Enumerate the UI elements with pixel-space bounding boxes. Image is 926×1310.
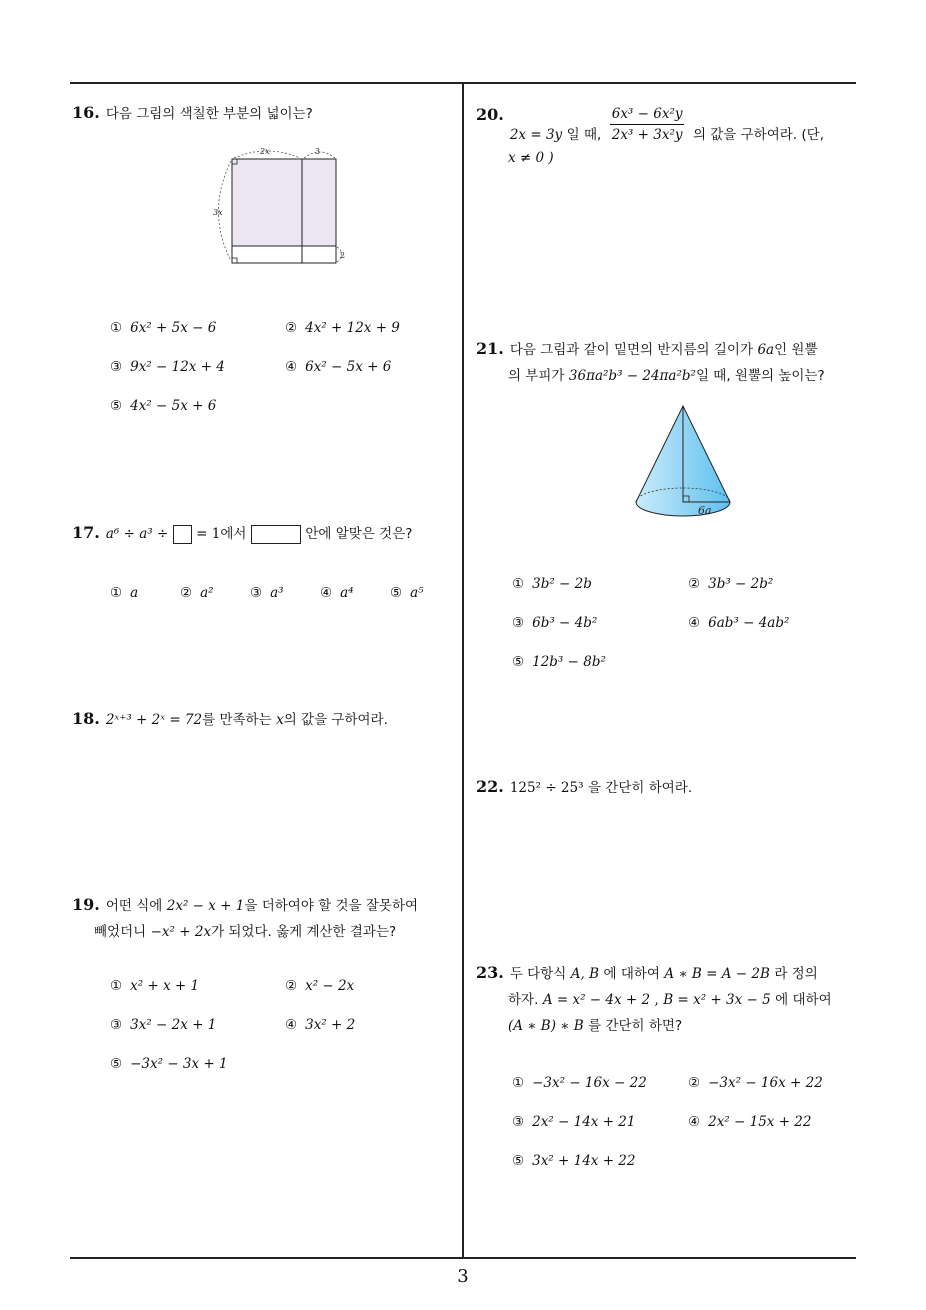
option-expr: 6b³ − 4b² bbox=[532, 615, 598, 631]
q17-option-4[interactable] bbox=[320, 585, 354, 601]
math-expr: 125² ÷ 25³ bbox=[509, 780, 584, 796]
line-2 bbox=[476, 145, 860, 171]
line-1 bbox=[476, 336, 860, 363]
option-expr: 12b³ − 8b² bbox=[532, 654, 606, 670]
fraction-denominator: 2x³ + 3x²y bbox=[611, 127, 683, 143]
option-expr: 3x² + 2 bbox=[305, 1017, 356, 1033]
right-angle-mark bbox=[232, 258, 237, 263]
q21-option-3[interactable] bbox=[512, 615, 597, 631]
q23-option-1[interactable] bbox=[512, 1075, 647, 1091]
q21-option-2[interactable] bbox=[688, 576, 773, 592]
option-mark: ⑤ bbox=[512, 1153, 525, 1169]
question-text: 다음 그림의 색칠한 부분의 넓이는? bbox=[105, 106, 313, 122]
question-text: 인 원뿔 bbox=[774, 342, 818, 358]
option-mark: ③ bbox=[250, 585, 263, 601]
math-expr: 2x = 3y bbox=[509, 126, 563, 143]
line-1 bbox=[476, 102, 860, 143]
option-mark: ⑤ bbox=[512, 654, 525, 670]
question-text: 을 간단히 하여라. bbox=[587, 780, 693, 796]
line-1 bbox=[72, 892, 457, 919]
math-expr: 2x² − x + 1 bbox=[166, 898, 245, 914]
blank-box-small bbox=[173, 525, 192, 544]
q21-option-1[interactable] bbox=[512, 576, 592, 592]
option-mark: ③ bbox=[110, 1017, 123, 1033]
q16-option-4[interactable] bbox=[285, 359, 391, 375]
option-expr: a bbox=[130, 585, 139, 601]
question-number: 16. bbox=[72, 103, 100, 122]
option-mark: ⑤ bbox=[110, 398, 123, 414]
option-expr: 3x² + 14x + 22 bbox=[532, 1153, 636, 1169]
q21-cone-figure bbox=[628, 402, 738, 527]
question-text: 일 때, 원뿔의 높이는? bbox=[695, 368, 825, 384]
option-mark: ⑤ bbox=[110, 1056, 123, 1072]
line-1 bbox=[476, 960, 860, 987]
option-mark: ④ bbox=[285, 1017, 298, 1033]
question-23 bbox=[476, 960, 860, 1039]
option-mark: ④ bbox=[688, 615, 701, 631]
option-expr: a² bbox=[200, 585, 214, 601]
math-expr: 6a bbox=[757, 342, 775, 358]
q23-option-3[interactable] bbox=[512, 1114, 635, 1130]
question-text: 의 부피가 bbox=[508, 368, 565, 384]
q23-option-4[interactable] bbox=[688, 1114, 811, 1130]
option-expr: −3x² − 16x − 22 bbox=[532, 1075, 647, 1091]
option-expr: 3x² − 2x + 1 bbox=[130, 1017, 217, 1033]
option-mark: ④ bbox=[285, 359, 298, 375]
question-number: 21. bbox=[476, 339, 504, 358]
question-18 bbox=[72, 706, 457, 733]
question-19 bbox=[72, 892, 457, 945]
q17-option-3[interactable] bbox=[250, 585, 284, 601]
math-expr: = 1 bbox=[196, 526, 221, 542]
blank-box-large bbox=[251, 525, 301, 544]
question-22 bbox=[476, 774, 860, 801]
option-mark: ③ bbox=[110, 359, 123, 375]
option-mark: ① bbox=[512, 1075, 525, 1091]
option-mark: ① bbox=[512, 576, 525, 592]
question-text: 을 더하여야 할 것을 잘못하여 bbox=[244, 898, 419, 914]
question-text: 빼었더니 bbox=[94, 924, 147, 940]
option-mark: ③ bbox=[512, 615, 525, 631]
label-top-right: 3 bbox=[315, 147, 321, 156]
q21-option-4[interactable] bbox=[688, 615, 789, 631]
option-expr: −3x² − 3x + 1 bbox=[130, 1056, 228, 1072]
option-mark: ③ bbox=[512, 1114, 525, 1130]
option-mark: ⑤ bbox=[390, 585, 403, 601]
q16-option-5[interactable] bbox=[110, 398, 216, 414]
option-expr: 6x² + 5x − 6 bbox=[130, 320, 217, 336]
option-mark: ② bbox=[688, 1075, 701, 1091]
q23-option-2[interactable] bbox=[688, 1075, 823, 1091]
question-text: 에서 bbox=[220, 526, 247, 542]
math-expr: x ≠ 0 ) bbox=[508, 150, 554, 166]
question-text: 하자. bbox=[508, 992, 539, 1008]
question-number: 22. bbox=[476, 777, 504, 796]
separator: , bbox=[654, 992, 659, 1008]
option-expr: 3b³ − 2b² bbox=[708, 576, 774, 592]
q17-option-5[interactable] bbox=[390, 585, 424, 601]
q16-option-2[interactable] bbox=[285, 320, 400, 336]
option-expr: 9x² − 12x + 4 bbox=[130, 359, 225, 375]
question-21 bbox=[476, 336, 860, 389]
q19-option-2[interactable] bbox=[285, 978, 354, 994]
question-text: 어떤 식에 bbox=[105, 898, 163, 914]
option-expr: x² − 2x bbox=[305, 978, 355, 994]
math-var: x bbox=[276, 712, 284, 728]
question-number: 19. bbox=[72, 895, 100, 914]
option-mark: ② bbox=[285, 978, 298, 994]
line-2 bbox=[72, 919, 457, 945]
column-divider bbox=[462, 82, 464, 1258]
option-mark: ① bbox=[110, 320, 123, 336]
question-text: 를 만족하는 bbox=[202, 712, 272, 728]
question-text: 에 대하여 bbox=[603, 966, 660, 982]
q16-option-3[interactable] bbox=[110, 359, 225, 375]
question-text: 안에 알맞은 것은? bbox=[305, 526, 413, 542]
option-expr: 4x² − 5x + 6 bbox=[130, 398, 217, 414]
math-vars: A, B bbox=[570, 966, 600, 982]
math-expr: A ∗ B = A − 2B bbox=[664, 966, 770, 982]
question-text: 의 값을 구하여라. (단, bbox=[692, 126, 824, 143]
math-expr: 2ˣ⁺³ + 2ˣ = 72 bbox=[105, 712, 203, 728]
bottom-rule bbox=[70, 1257, 856, 1259]
option-expr: x² + x + 1 bbox=[130, 978, 200, 994]
label-bottom-right: 2 bbox=[340, 251, 346, 260]
option-expr: a⁵ bbox=[410, 585, 424, 601]
math-expr: B = x² + 3x − 5 bbox=[663, 992, 771, 1008]
q17-option-1[interactable] bbox=[110, 585, 138, 601]
q17-option-2[interactable] bbox=[180, 585, 214, 601]
q21-option-5[interactable] bbox=[512, 654, 606, 670]
question-text: 다음 그림과 같이 밑면의 반지름의 길이가 bbox=[509, 342, 753, 358]
math-expr: A = x² − 4x + 2 bbox=[542, 992, 651, 1008]
line-2 bbox=[476, 987, 860, 1013]
option-expr: 4x² + 12x + 9 bbox=[305, 320, 400, 336]
radius-label: 6a bbox=[698, 504, 712, 517]
fraction-numerator: 6x³ − 6x²y bbox=[610, 104, 685, 125]
label-left: 3x bbox=[213, 208, 223, 217]
label-top-left: 2x bbox=[260, 147, 270, 156]
option-mark: ② bbox=[285, 320, 298, 336]
question-number: 20. bbox=[476, 105, 504, 124]
option-mark: ① bbox=[110, 585, 123, 601]
option-expr: 6ab³ − 4ab² bbox=[708, 615, 790, 631]
question-text: 라 정의 bbox=[774, 966, 818, 982]
question-text: 일 때, bbox=[566, 126, 602, 143]
option-expr: −3x² − 16x + 22 bbox=[708, 1075, 823, 1091]
q19-option-1[interactable] bbox=[110, 978, 199, 994]
option-expr: 2x² − 14x + 21 bbox=[532, 1114, 636, 1130]
question-20 bbox=[476, 102, 860, 171]
option-expr: 3b² − 2b bbox=[532, 576, 592, 592]
math-expr: (A ∗ B) ∗ B bbox=[508, 1018, 584, 1034]
shaded-region bbox=[232, 159, 336, 246]
fraction bbox=[610, 104, 685, 145]
q19-option-4[interactable] bbox=[285, 1017, 355, 1033]
option-mark: ② bbox=[688, 576, 701, 592]
math-expr: −x² + 2x bbox=[150, 924, 212, 940]
option-expr: a³ bbox=[270, 585, 284, 601]
line-3 bbox=[476, 1013, 860, 1039]
option-expr: 6x² − 5x + 6 bbox=[305, 359, 392, 375]
question-number: 17. bbox=[72, 523, 100, 542]
question-text: 에 대하여 bbox=[775, 992, 832, 1008]
line-2 bbox=[476, 363, 860, 389]
question-number: 23. bbox=[476, 963, 504, 982]
question-17 bbox=[72, 520, 457, 547]
q23-option-5[interactable] bbox=[512, 1153, 635, 1169]
page-number: 3 bbox=[457, 1266, 469, 1287]
q19-option-5[interactable] bbox=[110, 1056, 228, 1072]
question-text: 두 다항식 bbox=[509, 966, 567, 982]
option-mark: ② bbox=[180, 585, 193, 601]
q16-figure bbox=[210, 142, 360, 272]
option-mark: ① bbox=[110, 978, 123, 994]
question-text: 가 되었다. 옳게 계산한 결과는? bbox=[211, 924, 397, 940]
option-mark: ④ bbox=[688, 1114, 701, 1130]
option-mark: ④ bbox=[320, 585, 333, 601]
question-16 bbox=[72, 100, 452, 127]
question-number: 18. bbox=[72, 709, 100, 728]
q16-option-1[interactable] bbox=[110, 320, 216, 336]
question-text: 의 값을 구하여라. bbox=[283, 712, 388, 728]
q19-option-3[interactable] bbox=[110, 1017, 216, 1033]
math-expr: a⁶ ÷ a³ ÷ bbox=[105, 526, 169, 542]
option-expr: a⁴ bbox=[340, 585, 354, 601]
question-text: 를 간단히 하면? bbox=[588, 1018, 683, 1034]
math-expr: 36πa²b³ − 24πa²b² bbox=[568, 368, 696, 384]
option-expr: 2x² − 15x + 22 bbox=[708, 1114, 812, 1130]
